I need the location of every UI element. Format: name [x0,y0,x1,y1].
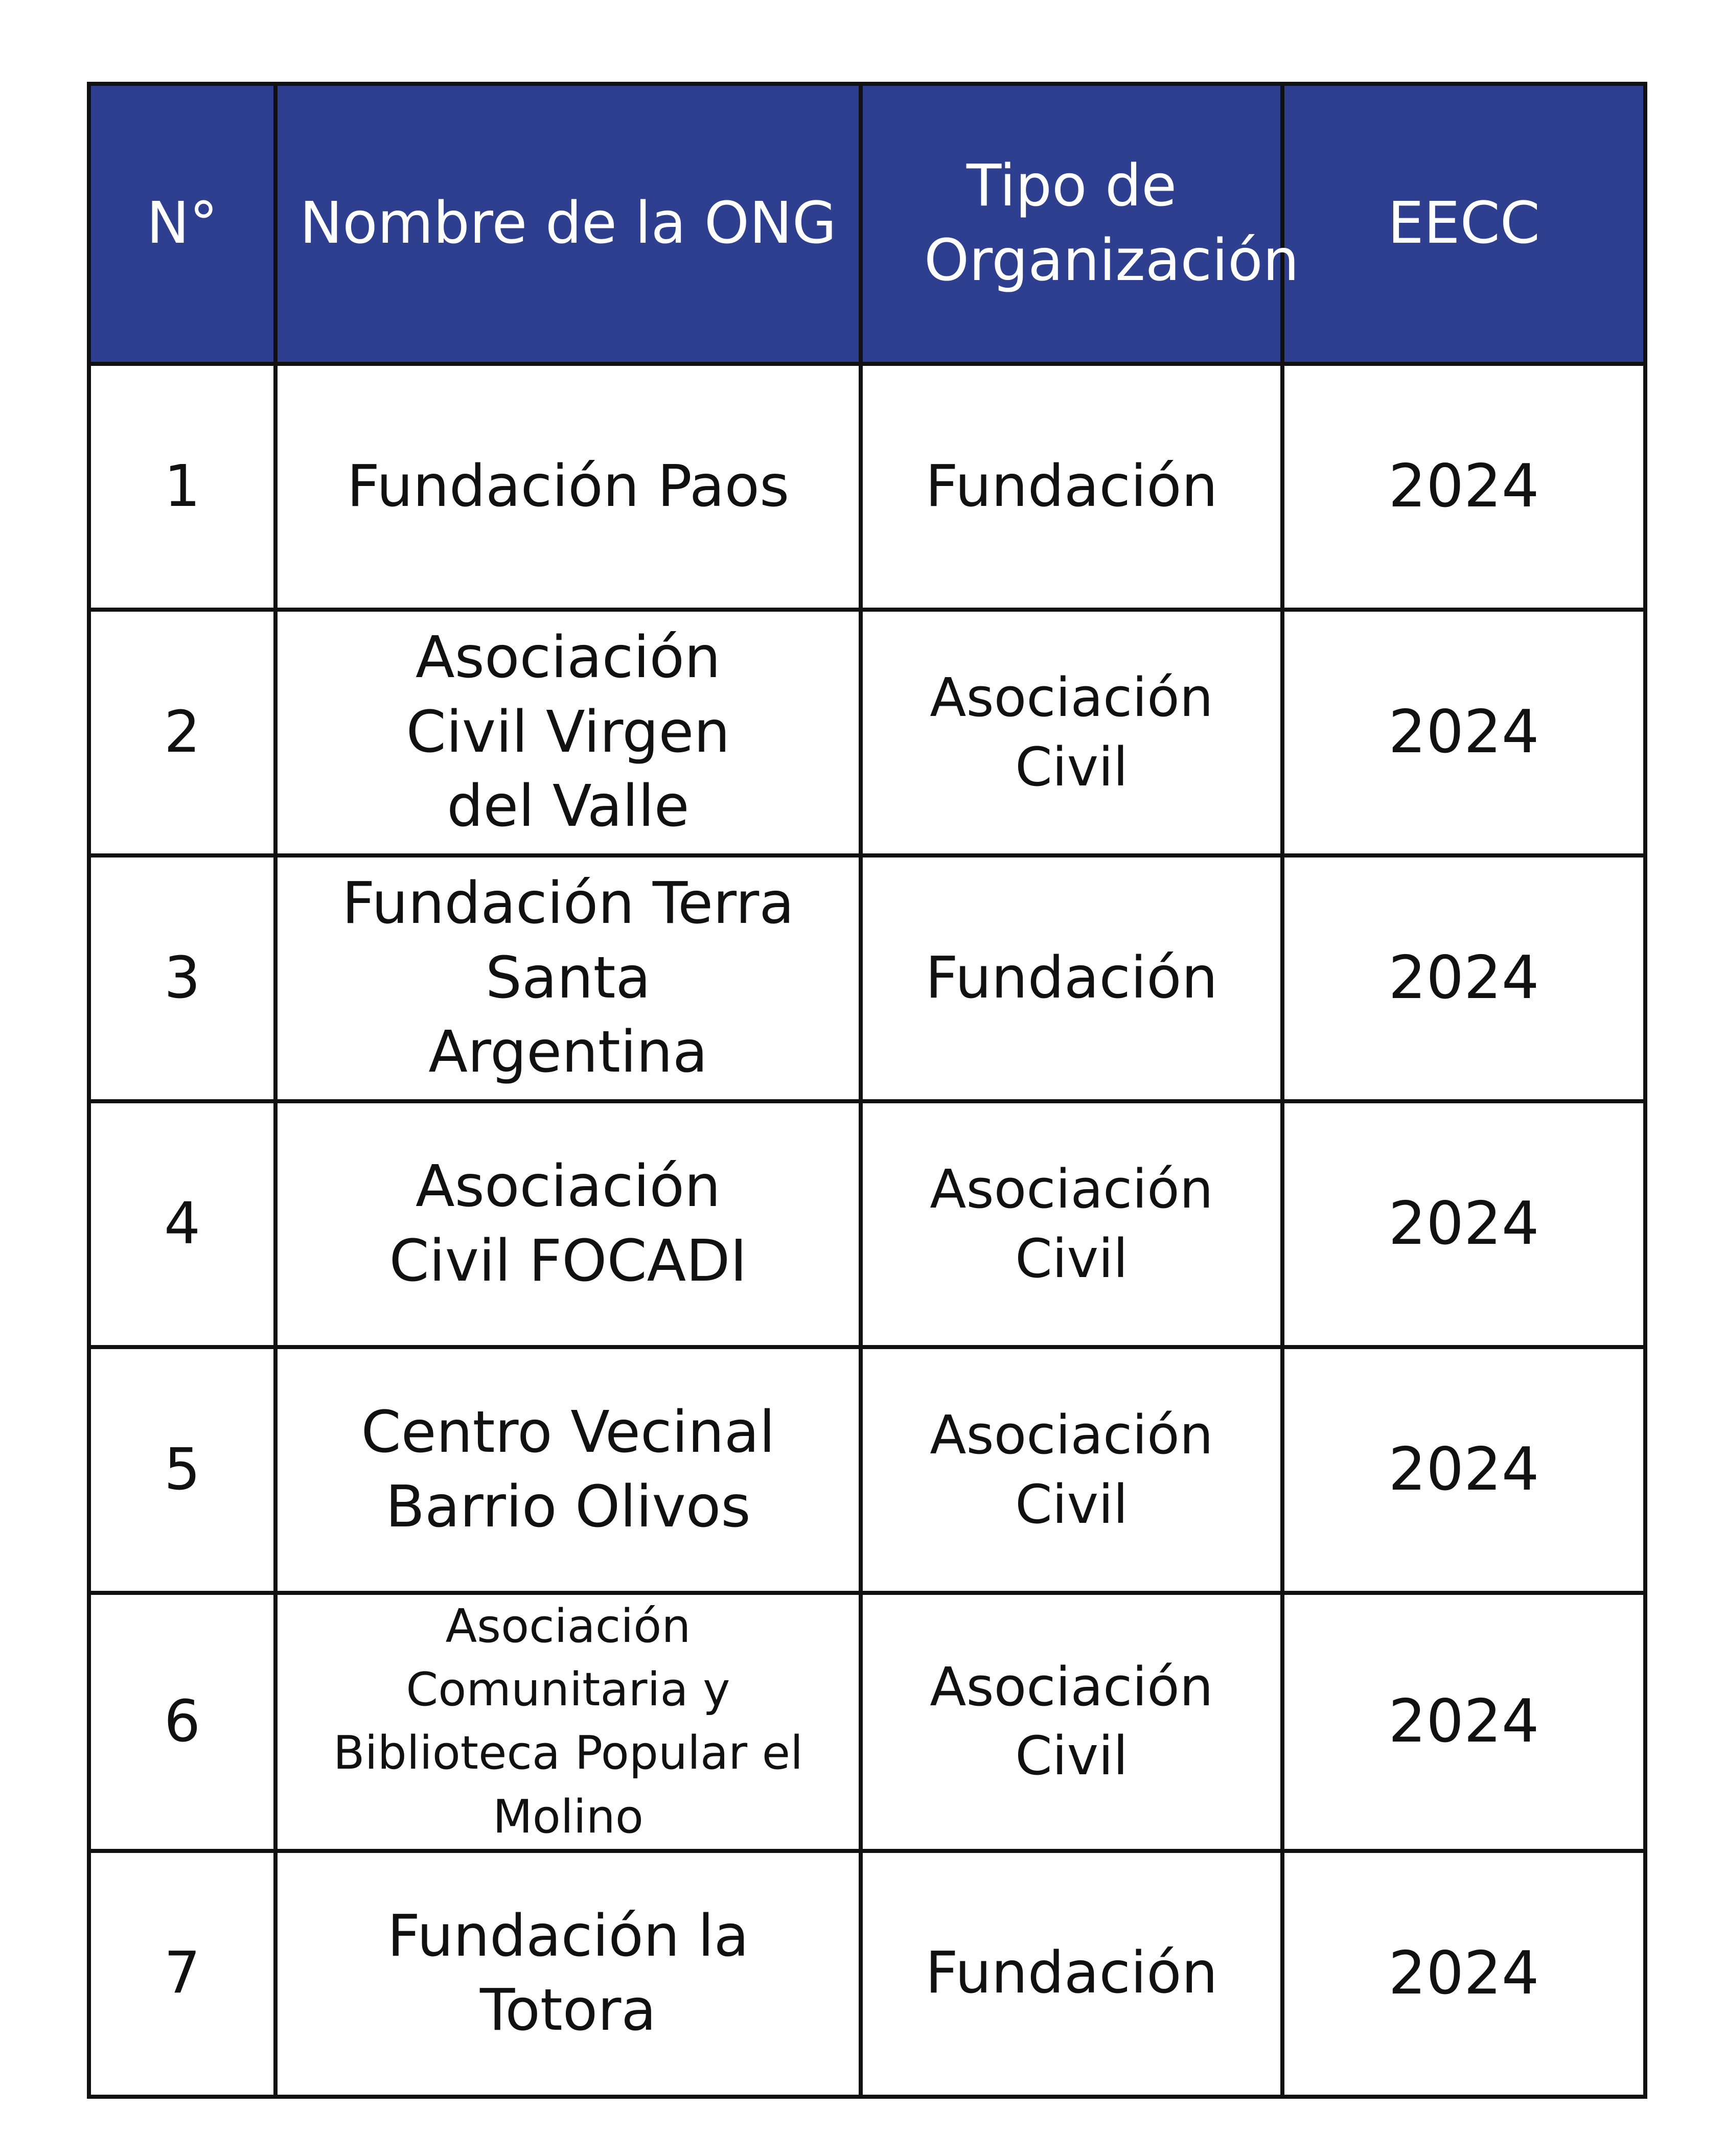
row-eecc: 2024 [1282,1347,1645,1593]
header-row [89,84,1645,364]
row-num: 1 [89,364,275,610]
row-type: Fundación [861,364,1282,610]
table-row [89,1101,1645,1347]
row-name: Fundación la Totora [275,1851,861,2097]
row-eecc: 2024 [1282,610,1645,855]
row-name: Asociación Civil Virgen del Valle [275,610,861,855]
header-num: N° [89,84,275,364]
row-num: 6 [89,1593,275,1851]
table-row [89,1851,1645,2097]
ong-table [87,82,1647,2099]
row-type: Asociación Civil [861,610,1282,855]
ong-table-container [87,82,1643,2084]
table-row [89,1347,1645,1593]
row-type: Asociación Civil [861,1101,1282,1347]
row-num: 7 [89,1851,275,2097]
row-eecc: 2024 [1282,364,1645,610]
row-eecc: 2024 [1282,1101,1645,1347]
row-type: Asociación Civil [861,1593,1282,1851]
header-eecc: EECC [1282,84,1645,364]
row-eecc: 2024 [1282,1593,1645,1851]
row-name: Asociación Civil FOCADI [275,1101,861,1347]
header-name: Nombre de la ONG [275,84,861,364]
header-type: Tipo de Organización [861,84,1282,364]
table-row [89,364,1645,610]
row-name: Asociación Comunitaria y Biblioteca Popular el Molino [275,1593,861,1851]
table-body [89,364,1645,2097]
row-type: Fundación [861,855,1282,1101]
table-row [89,1593,1645,1851]
table-row [89,855,1645,1101]
row-num: 5 [89,1347,275,1593]
row-num: 4 [89,1101,275,1347]
table-row [89,610,1645,855]
row-name: Centro Vecinal Barrio Olivos [275,1347,861,1593]
row-num: 3 [89,855,275,1101]
row-name: Fundación Paos [275,364,861,610]
table-header [89,84,1645,364]
row-num: 2 [89,610,275,855]
row-eecc: 2024 [1282,1851,1645,2097]
row-name: Fundación Terra Santa Argentina [275,855,861,1101]
row-type: Asociación Civil [861,1347,1282,1593]
row-type: Fundación [861,1851,1282,2097]
row-eecc: 2024 [1282,855,1645,1101]
